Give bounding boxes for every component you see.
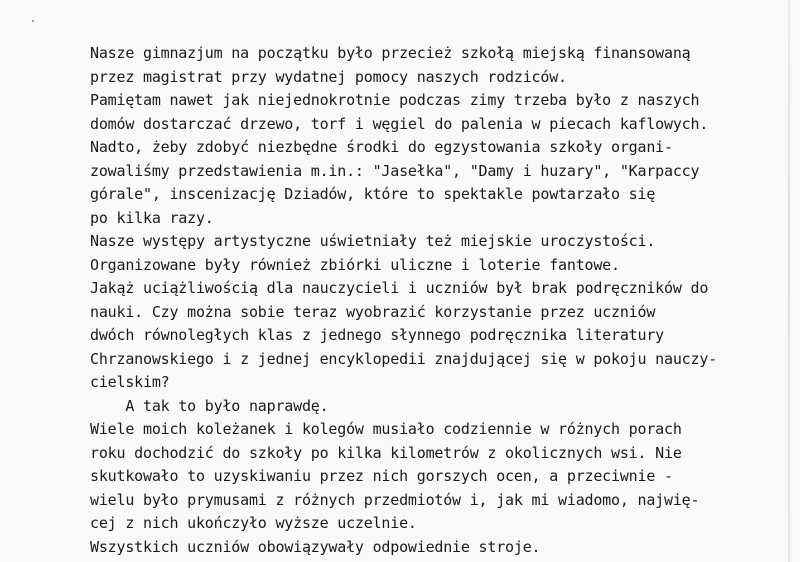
text-line-18: roku dochodzić do szkoły po kilka kilometrów z okolicznych wsi. Nie (90, 443, 682, 462)
text-line-17: Wiele moich koleżanek i kolegów musiało codziennie w różnych porach (90, 420, 682, 438)
text-line-2: przez magistrat przy wydatnej pomocy naszych rodziców. (90, 67, 567, 86)
text-line-22: Wszystkich uczniów obowiązywały odpowiednie stroje. (90, 537, 541, 556)
text-line-1: Nasze gimnazjum na początku było przecież szkołą miejską finansowaną (90, 44, 691, 62)
page-edge-shadow (788, 0, 790, 562)
text-line-14: Chrzanowskiego i z jednej encyklopedii znajdującej się w pokoju nauczy- (90, 349, 717, 368)
text-line-9: Nasze występy artystyczne uświetniały też miejskie uroczystości. (90, 232, 656, 250)
typewritten-text-block (90, 42, 780, 559)
text-line-8: po kilka razy. (90, 208, 214, 227)
text-line-15: cielskim? (90, 373, 170, 391)
text-line-21: cej z nich ukończyło wyższe uczelnie. (90, 514, 417, 532)
text-line-16: A tak to było naprawdę. (90, 396, 329, 415)
text-line-4: domów dostarczać drzewo, torf i węgiel do palenia w piecach kaflowych. (90, 114, 709, 133)
text-line-10: Organizowane były również zbiórki uliczne i loterie fantowe. (90, 255, 620, 274)
text-line-19: skutkowało to uzyskiwaniu przez nich gorszych ocen, a przeciwnie - (90, 467, 673, 485)
text-line-7: górale", inscenizację Dziadów, które to spektakle powtarzało się (90, 185, 656, 203)
text-line-13: dwóch równoległych klas z jednego słynnego podręcznika literatury (90, 326, 664, 344)
text-line-3: Pamiętam nawet jak niejednokrotnie podczas zimy trzeba było z naszych (90, 91, 700, 109)
text-line-5: Nadto, żeby zdobyć niezbędne środki do egzystowania szkoły organi- (90, 138, 673, 156)
scan-speck (32, 20, 34, 22)
text-line-6: zowaliśmy przedstawienia m.in.: "Jasełka", "Damy i huzary", "Karpaccy (90, 161, 700, 180)
text-line-11: Jakąż uciążliwością dla nauczycieli i uczniów był brak podręczników do (90, 279, 709, 297)
text-line-12: nauki. Czy można sobie teraz wyobrazić korzystanie przez uczniów (90, 302, 656, 321)
text-line-20: wielu było prymusami z różnych przedmiotów i, jak mi wiadomo, najwię- (90, 490, 700, 509)
